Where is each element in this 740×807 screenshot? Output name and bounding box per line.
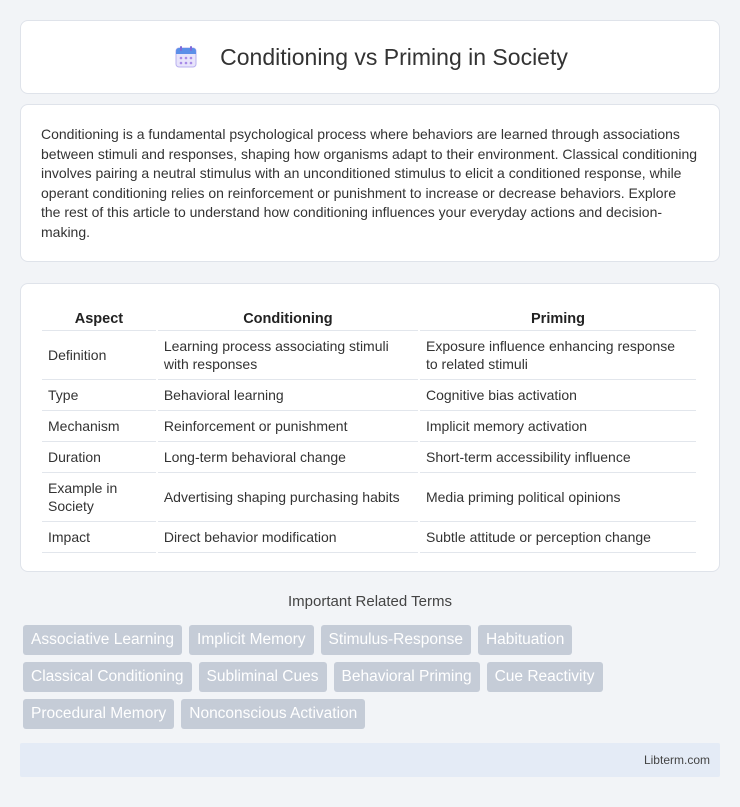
footer-site-link[interactable]: Libterm.com xyxy=(643,753,710,767)
intro-card xyxy=(20,104,720,262)
table-row xyxy=(42,473,696,522)
table-cell: Behavioral learning xyxy=(158,380,418,411)
related-term-tag[interactable]: Behavioral Priming xyxy=(334,662,480,692)
table-cell: Reinforcement or punishment xyxy=(158,411,418,442)
calendar-icon xyxy=(172,43,200,71)
table-cell: Subtle attitude or perception change xyxy=(420,522,696,553)
page-title: Conditioning vs Priming in Society xyxy=(220,43,568,70)
related-term-tag[interactable]: Subliminal Cues xyxy=(199,662,327,692)
related-term-tag[interactable]: Associative Learning xyxy=(23,625,182,655)
title-wrap xyxy=(172,43,568,71)
related-term-tag[interactable]: Habituation xyxy=(478,625,572,655)
related-terms-heading: Important Related Terms xyxy=(288,593,452,610)
table-cell: Long-term behavioral change xyxy=(158,442,418,473)
table-row xyxy=(42,442,696,473)
related-term-tag[interactable]: Classical Conditioning xyxy=(23,662,192,692)
table-cell: Media priming political opinions xyxy=(420,473,696,522)
table-row xyxy=(42,522,696,553)
table-row xyxy=(42,331,696,380)
related-term-tag[interactable]: Implicit Memory xyxy=(189,625,314,655)
related-term-tag[interactable]: Stimulus-Response xyxy=(321,625,471,655)
table-cell: Impact xyxy=(42,522,156,553)
table-cell: Advertising shaping purchasing habits xyxy=(158,473,418,522)
comparison-table-card xyxy=(20,283,720,572)
related-term-tag[interactable]: Procedural Memory xyxy=(23,699,174,729)
table-row xyxy=(42,380,696,411)
table-cell: Short-term accessibility influence xyxy=(420,442,696,473)
comparison-table xyxy=(40,304,698,553)
table-cell: Definition xyxy=(42,331,156,380)
table-cell: Mechanism xyxy=(42,411,156,442)
table-cell: Cognitive bias activation xyxy=(420,380,696,411)
table-header-row xyxy=(42,304,696,331)
table-cell: Implicit memory activation xyxy=(420,411,696,442)
related-terms-list xyxy=(23,625,723,729)
related-term-tag[interactable]: Cue Reactivity xyxy=(487,662,603,692)
header-card xyxy=(20,20,720,94)
header-conditioning: Conditioning xyxy=(158,304,418,331)
table-cell: Direct behavior modification xyxy=(158,522,418,553)
table-row xyxy=(42,411,696,442)
table-cell: Learning process associating stimuli with responses xyxy=(158,331,418,380)
table-cell: Duration xyxy=(42,442,156,473)
table-cell: Example in Society xyxy=(42,473,156,522)
footer xyxy=(20,743,720,777)
related-term-tag[interactable]: Nonconscious Activation xyxy=(181,699,365,729)
table-cell: Exposure influence enhancing response to related stimuli xyxy=(420,331,696,380)
header-priming: Priming xyxy=(420,304,696,331)
header-aspect: Aspect xyxy=(42,304,156,331)
table-cell: Type xyxy=(42,380,156,411)
intro-paragraph: Conditioning is a fundamental psychological process where behaviors are learned through associations between stimuli and responses, shaping how organisms adapt to their environment. Classical conditioning involves pairing a neutral stimulus with an unconditioned stimulus to elicit a conditioned response, while operant conditioning relies on reinforcement or punishment to increase or decrease behaviors. Explore the rest of this article to understand how conditioning influences your everyday actions and decision-making. xyxy=(41,126,698,240)
